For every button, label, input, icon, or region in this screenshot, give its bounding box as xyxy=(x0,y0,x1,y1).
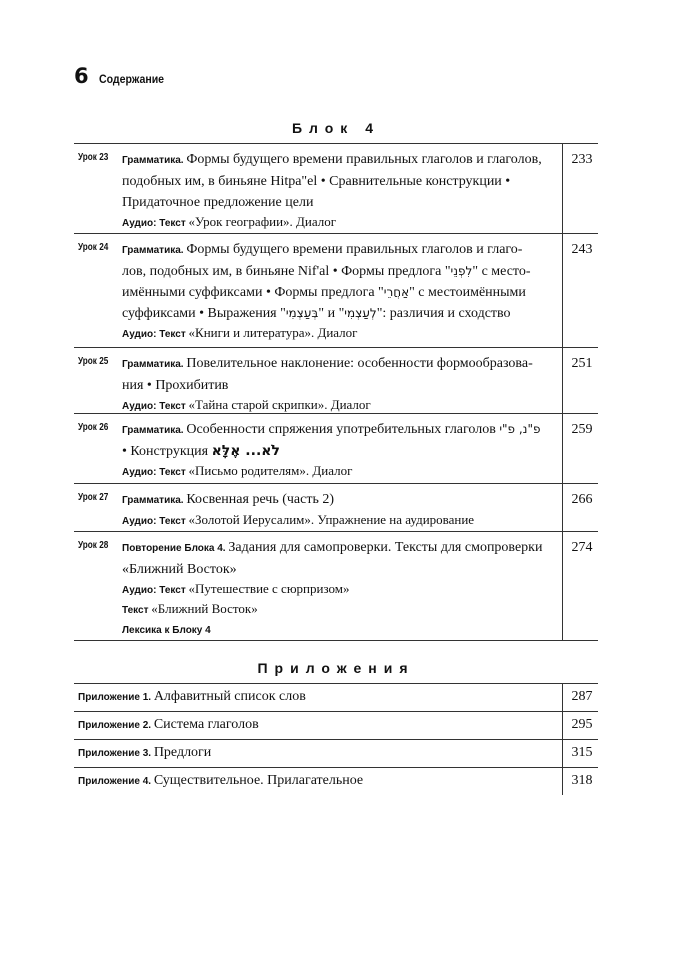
line-text: • Конструкция xyxy=(122,444,212,459)
appendix-row xyxy=(74,739,598,767)
hebrew-text: לִפְנֵי xyxy=(450,264,473,278)
description-line xyxy=(122,375,558,396)
lesson-description xyxy=(122,537,558,640)
line-text: лов, подобных им, в биньяне Nif'al • Формы предлога " xyxy=(122,264,451,279)
page-number-cell: 251 xyxy=(571,356,593,371)
page-number-cell: 315 xyxy=(571,745,593,760)
line-text: «Ближний Восток» xyxy=(122,562,237,577)
block-4-title: Блок 4 xyxy=(291,120,380,136)
description-line xyxy=(122,559,558,580)
page-number-cell: 266 xyxy=(571,492,593,507)
bold-label: Грамматика. xyxy=(122,155,187,166)
appendix-row xyxy=(74,683,598,711)
lesson-label: Урок 28 xyxy=(78,540,109,551)
line-text: ния • Прохибитив xyxy=(122,378,229,393)
appendix-label: Приложение 2. xyxy=(78,720,154,731)
page-number-cell: 243 xyxy=(571,242,593,257)
audio-line xyxy=(122,620,558,640)
lesson-row xyxy=(74,233,598,347)
bold-label: Аудио: Текст xyxy=(122,401,189,412)
appendix-text: Предлоги xyxy=(153,745,212,760)
appendix-row xyxy=(74,711,598,739)
audio-line xyxy=(122,213,558,233)
lesson-description xyxy=(122,353,558,416)
bold-label: Грамматика. xyxy=(122,359,187,370)
line-text: " и " xyxy=(318,306,345,321)
description-line xyxy=(122,282,558,303)
lesson-description xyxy=(122,489,558,531)
lesson-label: Урок 24 xyxy=(78,242,109,253)
lesson-label: Урок 26 xyxy=(78,422,109,433)
line-text: «Путешествие с сюрпризом» xyxy=(188,581,350,596)
bold-label: Грамматика. xyxy=(122,425,187,436)
line-text: «Золотой Иерусалим». Упражнение на аудирование xyxy=(188,512,475,527)
line-text: " с местоимёнными xyxy=(409,285,526,300)
appendix-text: Существительное. Прилагательное xyxy=(153,773,364,788)
lesson-row xyxy=(74,413,598,483)
description-line xyxy=(122,192,558,213)
hebrew-text: בְּעַצְמִי xyxy=(285,306,319,320)
appendices-title: Приложения xyxy=(257,660,415,676)
line-text: подобных им, в биньяне Hitpa"el • Сравнительные конструкции • xyxy=(122,174,511,189)
audio-line xyxy=(122,580,558,600)
line-text: Формы будущего времени правильных глаголов и глаголов, xyxy=(186,152,542,167)
bold-label: Текст xyxy=(122,605,152,616)
page-number: 6 xyxy=(74,64,89,88)
bold-label: Грамматика. xyxy=(122,495,187,506)
bold-label: Аудио: Текст xyxy=(122,516,189,527)
line-text: «Ближний Восток» xyxy=(151,601,258,616)
line-text: Повелительное наклонение: особенности формообразова- xyxy=(186,356,533,371)
line-text: ": различия и сходство xyxy=(376,306,511,321)
page-number-cell: 233 xyxy=(571,152,593,167)
bold-label: Аудио: Текст xyxy=(122,467,189,478)
bold-label: Повторение Блока 4. xyxy=(122,543,229,554)
description-line xyxy=(122,537,558,559)
page-number-cell: 259 xyxy=(571,422,593,437)
lesson-description xyxy=(122,419,558,482)
page-number-cell: 287 xyxy=(571,689,593,704)
running-title: Содержание xyxy=(98,72,164,86)
bold-label: Аудио: Текст xyxy=(122,585,189,596)
appendix-entry xyxy=(78,742,558,764)
description-line xyxy=(122,353,558,375)
page-number-cell: 318 xyxy=(571,773,593,788)
description-line xyxy=(122,149,558,171)
hebrew-text: פ"נ, פ"י xyxy=(499,422,541,436)
line-text: «Тайна старой скрипки». Диалог xyxy=(188,397,371,412)
page-number-cell: 295 xyxy=(571,717,593,732)
audio-line xyxy=(122,324,558,344)
lesson-description xyxy=(122,239,558,344)
line-text: Придаточное предложение цели xyxy=(122,195,314,210)
appendix-text: Алфавитный список слов xyxy=(153,689,306,704)
description-line xyxy=(122,261,558,282)
lesson-row xyxy=(74,143,598,233)
description-line xyxy=(122,303,558,324)
line-text: суффиксами • Выражения " xyxy=(122,306,286,321)
description-line xyxy=(122,171,558,192)
description-line xyxy=(122,239,558,261)
hebrew-text: לְעַצְמִי xyxy=(344,306,377,320)
line-text: Формы будущего времени правильных глаголов и глаго- xyxy=(186,242,523,257)
page-column-divider xyxy=(562,143,563,640)
line-text: «Урок географии». Диалог xyxy=(188,214,337,229)
description-line xyxy=(122,419,558,441)
description-line xyxy=(122,489,558,511)
hebrew-text: אַחֲרֵי xyxy=(383,285,410,299)
line-text: Особенности спряжения употребительных глаголов xyxy=(186,422,500,437)
line-text: Косвенная речь (часть 2) xyxy=(186,492,335,507)
appendix-label: Приложение 3. xyxy=(78,748,154,759)
lesson-label: Урок 27 xyxy=(78,492,109,503)
audio-line xyxy=(122,600,558,620)
appendix-entry xyxy=(78,686,558,708)
page-number-cell: 274 xyxy=(571,540,593,555)
page-column-divider xyxy=(562,683,563,795)
description-line xyxy=(122,441,558,462)
bold-label: Лексика к Блоку 4 xyxy=(122,625,211,636)
appendix-entry xyxy=(78,714,558,736)
line-text: «Письмо родителям». Диалог xyxy=(188,463,353,478)
bold-label: Аудио: Текст xyxy=(122,329,189,340)
audio-line xyxy=(122,462,558,482)
lesson-label: Урок 25 xyxy=(78,356,109,367)
line-text: имёнными суффиксами • Формы предлога " xyxy=(122,285,384,300)
appendix-label: Приложение 4. xyxy=(78,776,154,787)
line-text: " с место- xyxy=(472,264,531,279)
lesson-description xyxy=(122,149,558,233)
page-header xyxy=(74,64,173,88)
lesson-label: Урок 23 xyxy=(78,152,109,163)
bold-label: Аудио: Текст xyxy=(122,218,189,229)
lesson-row xyxy=(74,347,598,413)
lesson-row xyxy=(74,483,598,531)
appendix-entry xyxy=(78,770,558,792)
audio-line xyxy=(122,511,558,531)
row-divider xyxy=(74,640,598,641)
line-text: «Книги и литература». Диалог xyxy=(188,325,358,340)
lesson-row xyxy=(74,531,598,640)
appendix-label: Приложение 1. xyxy=(78,692,154,703)
bold-label: Грамматика. xyxy=(122,245,187,256)
appendix-text: Система глаголов xyxy=(153,717,259,732)
line-text: Задания для самопроверки. Тексты для смопроверки xyxy=(228,540,543,555)
hebrew-text: לֹא... אֶלָּא xyxy=(211,443,280,459)
appendix-row xyxy=(74,767,598,795)
